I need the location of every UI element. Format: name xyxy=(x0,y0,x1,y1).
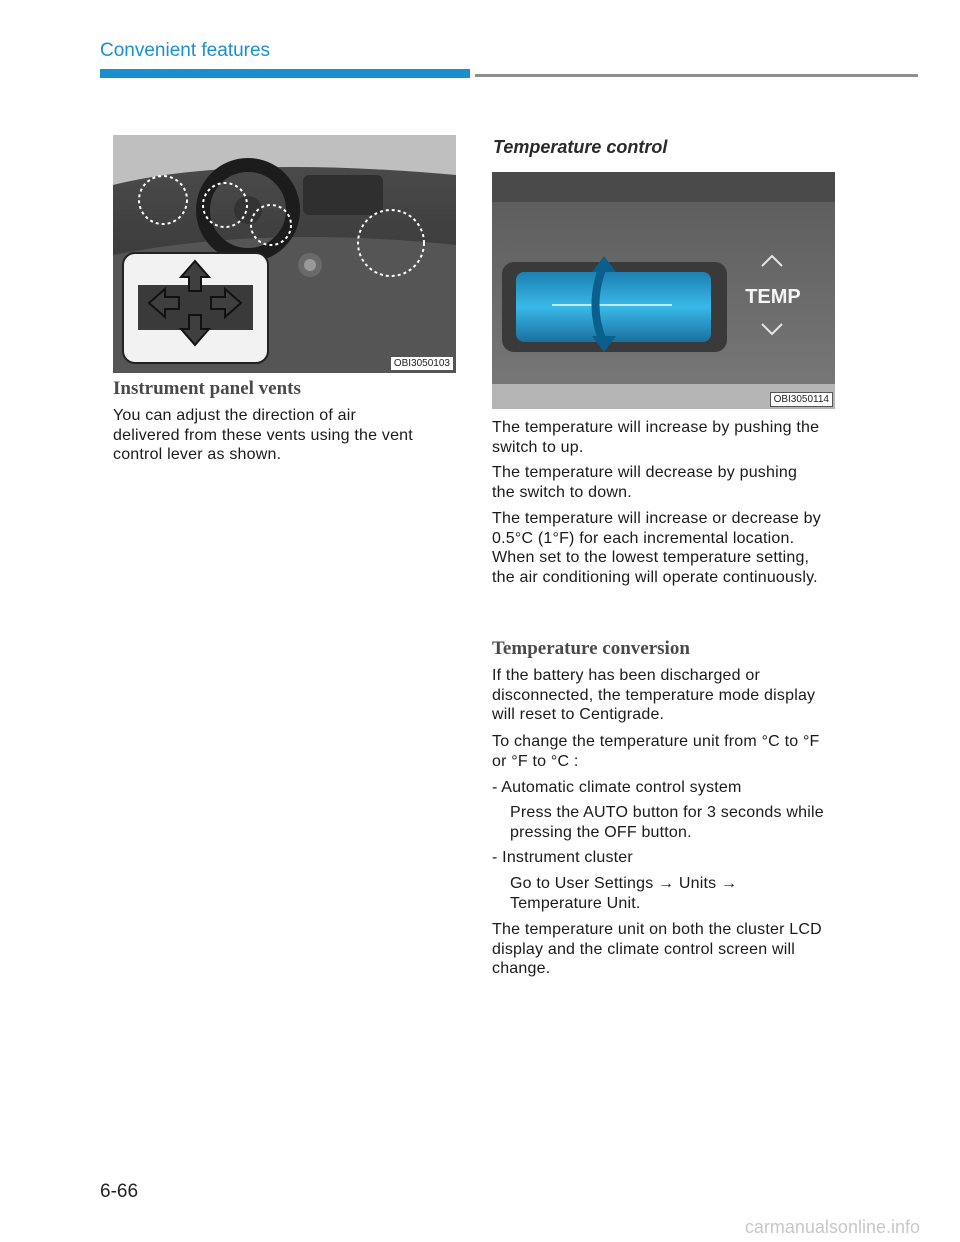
figure-code: OBI3050103 xyxy=(390,356,454,371)
temp-switch-figure xyxy=(492,172,835,409)
section-title: Convenient features xyxy=(100,40,271,61)
list-item-cluster: - Instrument cluster xyxy=(492,849,633,866)
list-item-auto: - Automatic climate control system xyxy=(492,779,742,796)
temp-control-heading: Temperature control xyxy=(493,137,668,157)
temp-para-2: The temperature will decrease by pushing the switch to down. xyxy=(492,464,798,501)
list-item-auto-detail: Press the AUTO button for 3 seconds while pressing the OFF button. xyxy=(510,804,824,841)
vents-figure xyxy=(113,135,456,373)
vents-heading: Instrument panel vents xyxy=(113,378,301,399)
conversion-para-3: The temperature unit on both the cluster LCD display and the climate control screen will change. xyxy=(492,921,822,977)
page-number: 6-66 xyxy=(100,1181,139,1202)
temp-conversion-heading: Temperature conversion xyxy=(492,638,690,659)
watermark[interactable]: carmanualsonline.info xyxy=(744,1217,920,1237)
temp-para-3: The temperature will increase or decrease by 0.5°C (1°F) for each incremental location. When set to the lowest temperature setting, the air conditioning will operate continuously. xyxy=(492,510,821,586)
temp-label: TEMP xyxy=(745,286,801,308)
header-rule-accent xyxy=(100,69,470,78)
vents-description: You can adjust the direction of air delivered from these vents using the vent control lever as shown. xyxy=(113,407,413,463)
header-rule xyxy=(475,74,918,77)
temp-para-1: The temperature will increase by pushing the switch to up. xyxy=(492,419,820,456)
conversion-para-1: If the battery has been discharged or disconnected, the temperature mode display will reset to Centigrade. xyxy=(492,667,816,723)
conversion-para-2: To change the temperature unit from °C to °F or °F to °C : xyxy=(492,733,820,770)
figure-code: OBI3050114 xyxy=(770,392,833,407)
list-item-cluster-detail: Go to User Settings → Units → Temperature Unit. xyxy=(510,875,738,912)
